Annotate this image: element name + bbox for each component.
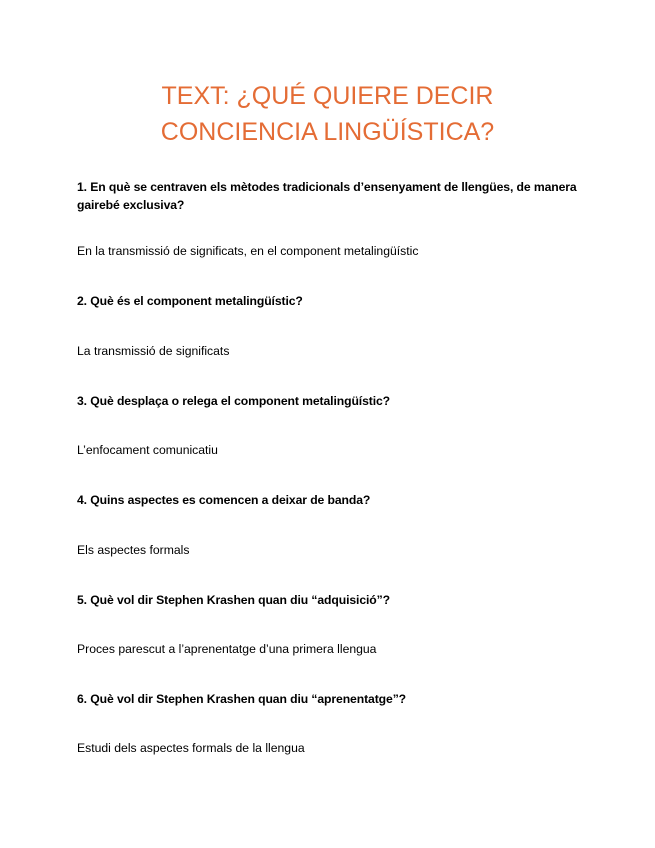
question-1: 1. En què se centraven els mètodes tradicionals d’ensenyament de llengües, de manera gairebé exclusiva? [77, 180, 577, 212]
answer-4: Els aspectes formals [77, 543, 190, 557]
title-line-2: CONCIENCIA LINGÜÍSTICA? [160, 118, 495, 146]
answer-2: La transmissió de significats [77, 344, 230, 358]
question-5: 5. Què vol dir Stephen Krashen quan diu “adquisició”? [77, 593, 390, 607]
question-4: 4. Quins aspectes es comencen a deixar de banda? [77, 493, 371, 507]
answer-6: Estudi dels aspectes formals de la llengua [77, 741, 305, 755]
question-3: 3. Què desplaça o relega el component metalingüístic? [77, 394, 391, 408]
question-2: 2. Què és el component metalingüístic? [77, 294, 303, 308]
title-line-1: TEXT: ¿QUÉ QUIERE DECIR [161, 82, 494, 110]
question-6: 6. Què vol dir Stephen Krashen quan diu “aprenentatge”? [77, 692, 407, 706]
answer-5: Proces parescut a l’aprenentatge d’una primera llengua [77, 642, 377, 656]
answer-1: En la transmissió de significats, en el component metalingüístic [77, 244, 419, 258]
answer-3: L’enfocament comunicatiu [77, 443, 218, 457]
document-title [0, 78, 655, 150]
